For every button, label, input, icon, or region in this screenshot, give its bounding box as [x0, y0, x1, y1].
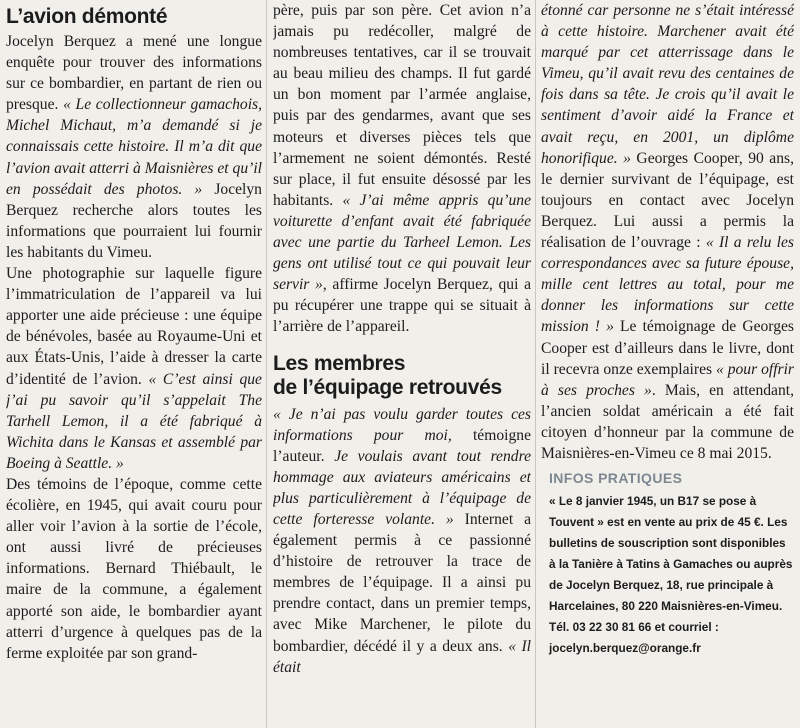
heading-line: de l’équipage retrouvés	[273, 375, 502, 399]
column-divider-1	[266, 0, 267, 728]
column-divider-2	[535, 0, 536, 728]
body-text: Des témoins de l’époque, comme cette écolière, en 1945, qui avait couru pour aller voir l’avion à la sortie de l’école, ont aussi livré de précieuses informations. Bernard Thiébault, le maire de la commune, a également apporté son aide, le bombardier ayant atterri d’urgence à quelques pas de la ferme exploitée par son grand-	[6, 475, 262, 662]
quote-text: « Le collectionneur gamachois, Michel Michaut, m’a demandé si je connaissais cette histoire. Il m’a dit que l’avion avait atterri à Maisnières et qu’il en possédait des photos. »	[6, 96, 262, 198]
body-text: témoigne l’auteur.	[273, 426, 531, 465]
infos-pratiques-title: INFOS PRATIQUES	[549, 470, 683, 487]
paragraph	[273, 404, 531, 678]
quote-text: « Il était	[273, 637, 531, 676]
body-text: , affirme Jocelyn Berquez, qui a pu récupérer une trappe qui se situait à l’arrière de l’appareil.	[273, 276, 531, 336]
infos-pratiques-text: « Le 8 janvier 1945, un B17 se pose à Touvent » est en vente au prix de 45 €. Les bulletins de souscription sont disponibles à la Tanière à Tatins à Gamaches ou auprès de Jocelyn Berquez, 18, rue principale à Harcelaines, 80 220 Maisnières-en-Vimeu. Tél. 03 22 30 81 66 et courriel : jocelyn.berquez@orange.fr	[549, 494, 793, 656]
paragraph	[541, 0, 794, 464]
quote-text: « Il a relu les correspondances avec sa future épouse, mille cent lettres au total, pour me donner les informations sur cette mission ! »	[541, 234, 794, 336]
body-text: Internet a également permis à ce passionné d’histoire de retrouver la trace de membres de l’équipage. Il a ainsi pu prendre contact, dans un premier temps, avec Mike Marchener, le pilote du bombardier, décédé il y a deux ans.	[273, 510, 531, 655]
body-text: père, puis par son père. Cet avion n’a jamais pu redécoller, malgré de nombreuses tentatives, car il se trouvait au beau milieu des champs. Il fut gardé un bon moment par l’armée anglaise, puis par des gendarmes, avant que ses moteurs et diverses pièces tels que l’armement ne soient démontés. Resté sur place, il fut ensuite désossé par les habitants.	[273, 2, 531, 209]
quote-text: « J’ai même appris qu’une voiturette d’enfant avait été fabriquée avec une partie du Tarheel Lemon. Les gens ont utilisé tout ce qui pouvait leur servir »	[273, 191, 531, 294]
article-column-1	[6, 0, 262, 728]
quote-text: étonné car personne ne s’était intéressé à cette histoire. Marchener avait été marqué par cet atterrissage dans le Vimeu, qu’il avait revu des centaines de fois dans sa tête. Je crois qu’il avait le sentiment d’avoir aidé la France et avait reçu, en 2001, un diplôme honorifique. »	[541, 2, 794, 167]
section-heading-avion-demonte: L’avion démonté	[6, 5, 168, 28]
body-text: Georges Cooper, 90 ans, le dernier survivant de l’équipage, est toujours en contact avec Jocelyn Berquez. Lui aussi a permis la réalisation de l’ouvrage :	[541, 149, 794, 252]
quote-text: « pour offrir à ses proches »	[541, 360, 794, 399]
article-column-3	[541, 0, 794, 728]
heading-line: Les membres	[273, 351, 406, 375]
paragraph	[6, 31, 262, 263]
paragraph	[6, 474, 262, 664]
body-text: . Mais, en attendant, l’ancien soldat américain a été fait citoyen d’honneur par la commune de Maisnières-en-Vimeu ce 8 mai 2015.	[541, 381, 794, 462]
body-text: Le témoignage de Georges Cooper est d’ailleurs dans le livre, dont il recevra onze exemplaires	[541, 318, 794, 378]
article-column-2	[273, 0, 531, 728]
body-text: Jocelyn Berquez recherche alors toutes les informations que pourraient lui fournir les habitants du Vimeu.	[6, 180, 262, 261]
body-text: Jocelyn Berquez a mené une longue enquête pour trouver des informations sur ce bombardier, en partant de rien ou presque.	[6, 33, 262, 114]
quote-text: « Je n’ai pas voulu garder toutes ces informations pour moi,	[273, 405, 531, 444]
section-heading-equipage	[273, 352, 531, 400]
quote-text: Je voulais avant tout rendre hommage aux aviateurs américains et plus particulièrement à l’équipage de cette forteresse volante. »	[273, 447, 531, 528]
body-text: Une photographie sur laquelle figure l’immatriculation de l’appareil va lui apporter une aide précieuse : une équipe de bénévoles, basée au Royaume-Uni et aux États-Unis, l’aide à dresser la carte d’identité de l’avion.	[6, 265, 262, 388]
quote-text: « C’est ainsi que j’ai pu savoir qu’il s’appelait The Tarhell Lemon, il a été fabriqué à Wichita dans le Kansas et assemblé par Boeing à Seattle. »	[6, 370, 262, 472]
paragraph	[273, 0, 531, 338]
paragraph	[6, 263, 262, 474]
